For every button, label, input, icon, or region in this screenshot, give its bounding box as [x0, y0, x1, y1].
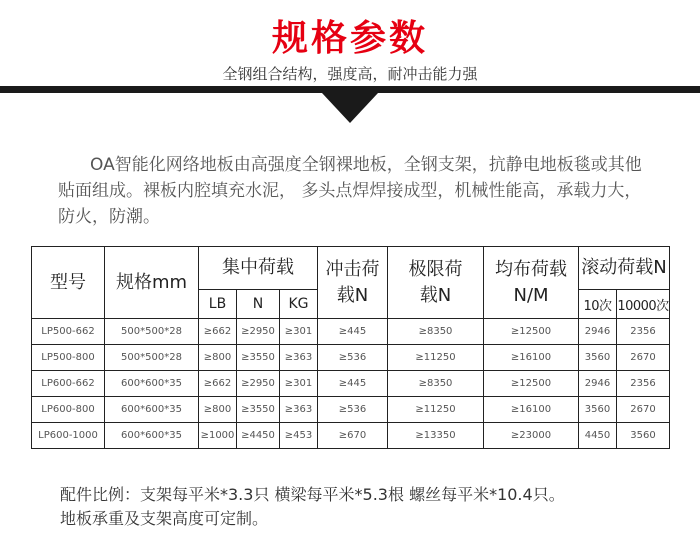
header-n: N	[237, 290, 280, 319]
cell-n: ≥2950	[237, 371, 280, 397]
cell-spec: 500*500*28	[105, 319, 199, 345]
header-impact-line1: 冲击荷	[325, 258, 380, 280]
cell-rolling-10: 4450	[579, 423, 617, 449]
cell-n: ≥2950	[237, 319, 280, 345]
header-impact-load	[318, 247, 388, 319]
cell-lb: ≥662	[199, 319, 237, 345]
cell-kg: ≥363	[280, 397, 318, 423]
table-row	[32, 371, 670, 397]
cell-ultimate: ≥11250	[388, 397, 484, 423]
cell-n: ≥3550	[237, 345, 280, 371]
cell-kg: ≥301	[280, 319, 318, 345]
header-uniform-line2: N/M	[513, 284, 549, 306]
page-title: 规格参数	[271, 18, 428, 59]
intro-paragraph: OA智能化网络地板由高强度全钢裸地板，全钢支架，抗静电地板毯或其他贴面组成。裸板内腔填充水泥， 多头点焊焊接成型，机械性能高，承载力大，防火，防潮。	[58, 155, 642, 227]
cell-model: LP600-800	[32, 397, 105, 423]
cell-ultimate: ≥8350	[388, 319, 484, 345]
header-impact-line2: 载N	[336, 284, 369, 306]
cell-rolling-10000: 3560	[617, 423, 670, 449]
cell-impact: ≥670	[318, 423, 388, 449]
header-uniform-line1: 均布荷载	[495, 258, 568, 280]
header-concentrated-load: 集中荷载	[199, 247, 318, 290]
cell-impact: ≥536	[318, 345, 388, 371]
footer-notes	[60, 483, 680, 531]
cell-uniform: ≥16100	[484, 345, 579, 371]
cell-lb: ≥800	[199, 397, 237, 423]
cell-uniform: ≥12500	[484, 371, 579, 397]
table-row	[32, 345, 670, 371]
cell-model: LP500-800	[32, 345, 105, 371]
cell-n: ≥3550	[237, 397, 280, 423]
cell-lb: ≥1000	[199, 423, 237, 449]
cell-rolling-10: 3560	[579, 397, 617, 423]
cell-model: LP500-662	[32, 319, 105, 345]
cell-kg: ≥301	[280, 371, 318, 397]
table-row	[32, 319, 670, 345]
header-model: 型号	[32, 247, 105, 319]
header-10000-times: 10000次	[617, 290, 670, 319]
cell-rolling-10000: 2356	[617, 319, 670, 345]
cell-lb: ≥800	[199, 345, 237, 371]
cell-rolling-10: 2946	[579, 319, 617, 345]
cell-ultimate: ≥8350	[388, 371, 484, 397]
footer-accessory-ratio: 配件比例：支架每平米*3.3只 横梁每平米*5.3根 螺丝每平米*10.4只。	[60, 485, 565, 504]
header-10-times: 10次	[579, 290, 617, 319]
header-ultimate-line2: 载N	[419, 284, 452, 306]
cell-lb: ≥662	[199, 371, 237, 397]
cell-kg: ≥453	[280, 423, 318, 449]
cell-uniform: ≥16100	[484, 397, 579, 423]
header-ultimate-load	[388, 247, 484, 319]
cell-uniform: ≥23000	[484, 423, 579, 449]
cell-rolling-10: 2946	[579, 371, 617, 397]
cell-spec: 600*600*35	[105, 371, 199, 397]
table-row	[32, 423, 670, 449]
cell-spec: 600*600*35	[105, 423, 199, 449]
cell-rolling-10000: 2670	[617, 345, 670, 371]
cell-rolling-10000: 2670	[617, 397, 670, 423]
cell-impact: ≥536	[318, 397, 388, 423]
cell-spec: 600*600*35	[105, 397, 199, 423]
cell-n: ≥4450	[237, 423, 280, 449]
cell-ultimate: ≥11250	[388, 345, 484, 371]
header-ultimate-line1: 极限荷	[408, 258, 463, 280]
cell-uniform: ≥12500	[484, 319, 579, 345]
cell-impact: ≥445	[318, 319, 388, 345]
cell-kg: ≥363	[280, 345, 318, 371]
page-subtitle: 全钢组合结构，强度高，耐冲击能力强	[222, 65, 478, 83]
footer-customization-note: 地板承重及支架高度可定制。	[60, 509, 269, 528]
header-uniform-load	[484, 247, 579, 319]
cell-model: LP600-662	[32, 371, 105, 397]
header-rolling-load: 滚动荷载N	[579, 247, 670, 290]
header-divider	[0, 86, 700, 93]
header-lb: LB	[199, 290, 237, 319]
header-kg: KG	[280, 290, 318, 319]
cell-impact: ≥445	[318, 371, 388, 397]
table-header-row	[32, 247, 670, 290]
cell-ultimate: ≥13350	[388, 423, 484, 449]
cell-spec: 500*500*28	[105, 345, 199, 371]
table-row	[32, 397, 670, 423]
cell-rolling-10000: 2356	[617, 371, 670, 397]
header-spec: 规格mm	[105, 247, 199, 319]
spec-table	[31, 246, 670, 449]
down-arrow-icon	[322, 93, 378, 123]
cell-rolling-10: 3560	[579, 345, 617, 371]
cell-model: LP600-1000	[32, 423, 105, 449]
